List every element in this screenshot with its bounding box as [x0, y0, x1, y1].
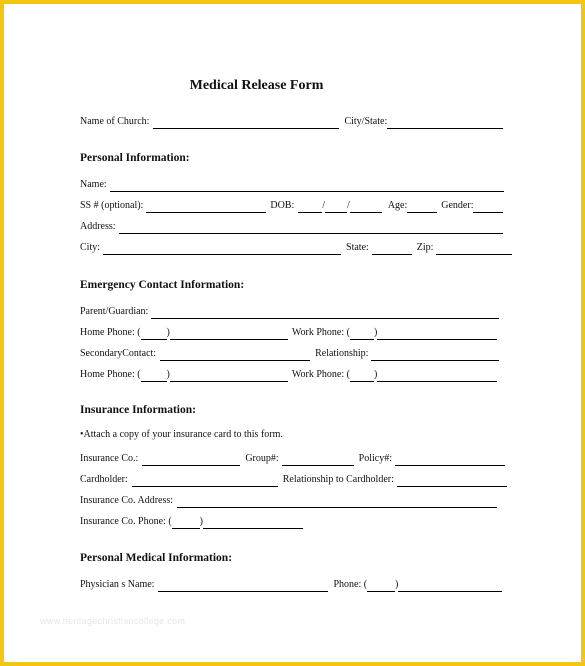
medical-heading: Personal Medical Information: [80, 552, 233, 564]
emergency-heading: Emergency Contact Information: [80, 279, 245, 291]
page-title [4, 78, 509, 94]
policy-label: Policy#: [358, 453, 393, 464]
secondary-label: SecondaryContact: [80, 348, 157, 359]
ins-phone-row [80, 515, 303, 529]
relationship-label: Relationship: [315, 348, 369, 359]
physician-field[interactable] [158, 581, 328, 592]
physician-phone-area-field[interactable] [367, 581, 395, 592]
age-label: Age: [387, 200, 408, 211]
dob-label: DOB: [270, 200, 295, 211]
city-label: City: [80, 242, 101, 253]
cardholder-row [80, 473, 507, 487]
ss-label: SS # (optional): [80, 200, 144, 211]
group-field[interactable] [282, 455, 354, 466]
name-row [80, 178, 504, 192]
work-phone-label: Work Phone: ( [291, 327, 350, 338]
dob-slash-1: / [322, 200, 326, 211]
ins-phone-field[interactable] [203, 518, 303, 529]
relationship-field[interactable] [371, 350, 499, 361]
name-field[interactable] [110, 181, 504, 192]
church-field[interactable] [153, 118, 339, 129]
work-phone-field-2[interactable] [377, 371, 497, 382]
rel-cardholder-field[interactable] [397, 476, 507, 487]
home-phone-paren: ) [166, 327, 170, 338]
secondary-field[interactable] [160, 350, 310, 361]
physician-label: Physician s Name: [80, 579, 155, 590]
rel-cardholder-label: Relationship to Cardholder: [282, 474, 394, 485]
address-field[interactable] [119, 223, 503, 234]
ins-phone-paren: ) [199, 516, 203, 527]
work-phone-area-field-2[interactable] [350, 371, 374, 382]
citystate-label: City/State: [344, 116, 388, 127]
personal-heading: Personal Information: [80, 152, 190, 164]
work-phone-paren-2: ) [373, 369, 378, 380]
group-label: Group#: [245, 453, 279, 464]
gender-field[interactable] [473, 202, 503, 213]
home-phone-row-2 [80, 368, 497, 382]
home-phone-paren-2: ) [166, 369, 170, 380]
insurance-heading: Insurance Information: [80, 404, 196, 416]
citystate-field[interactable] [387, 118, 503, 129]
church-row [80, 115, 503, 129]
address-label: Address: [80, 221, 116, 232]
secondary-row [80, 347, 499, 361]
city-field[interactable] [103, 244, 341, 255]
cardholder-field[interactable] [132, 476, 278, 487]
home-phone-area-field[interactable] [141, 329, 167, 340]
zip-field[interactable] [436, 244, 512, 255]
dob-slash-2: / [347, 200, 350, 211]
work-phone-label-2: Work Phone: ( [291, 369, 350, 380]
physician-phone-field[interactable] [398, 581, 502, 592]
work-phone-area-field[interactable] [350, 329, 374, 340]
parent-field[interactable] [151, 308, 499, 319]
dob-day-field[interactable] [325, 202, 347, 213]
insurance-co-label: Insurance Co.: [80, 453, 139, 464]
ins-address-row [80, 494, 497, 508]
physician-row [80, 578, 502, 592]
insurance-co-row [80, 452, 505, 466]
state-label: State: [346, 242, 369, 253]
zip-label: Zip: [416, 242, 434, 253]
gender-label: Gender: [441, 200, 474, 211]
state-field[interactable] [372, 244, 412, 255]
form-page [4, 4, 581, 662]
address-row [80, 220, 503, 234]
physician-phone-paren: ) [395, 579, 399, 590]
church-label: Name of Church: [80, 116, 150, 127]
home-phone-field[interactable] [170, 329, 288, 340]
insurance-note: •Attach a copy of your insurance card to this form. [80, 429, 283, 440]
ins-phone-area-field[interactable] [172, 518, 200, 529]
parent-label: Parent/Guardian: [80, 306, 149, 317]
work-phone-field[interactable] [377, 329, 497, 340]
insurance-co-field[interactable] [142, 455, 240, 466]
home-phone-label: Home Phone: ( [80, 327, 141, 338]
ins-address-field[interactable] [177, 497, 497, 508]
name-label: Name: [80, 179, 107, 190]
home-phone-area-field-2[interactable] [141, 371, 167, 382]
physician-phone-label: Phone: ( [333, 579, 368, 590]
parent-row [80, 305, 499, 319]
work-phone-paren: ) [373, 327, 378, 338]
watermark: www.heritagechristiancollege.com [40, 616, 186, 626]
home-phone-label-2: Home Phone: ( [80, 369, 141, 380]
age-field[interactable] [407, 202, 437, 213]
dob-year-field[interactable] [350, 202, 382, 213]
policy-field[interactable] [395, 455, 505, 466]
ss-row [80, 199, 503, 213]
home-phone-field-2[interactable] [170, 371, 288, 382]
ins-phone-label: Insurance Co. Phone: ( [80, 516, 172, 527]
cardholder-label: Cardholder: [80, 474, 128, 485]
city-row [80, 241, 512, 255]
title-text: Medical Release Form [189, 78, 324, 93]
home-phone-row [80, 326, 497, 340]
ins-address-label: Insurance Co. Address: [80, 495, 174, 506]
dob-month-field[interactable] [298, 202, 322, 213]
ss-field[interactable] [146, 202, 266, 213]
